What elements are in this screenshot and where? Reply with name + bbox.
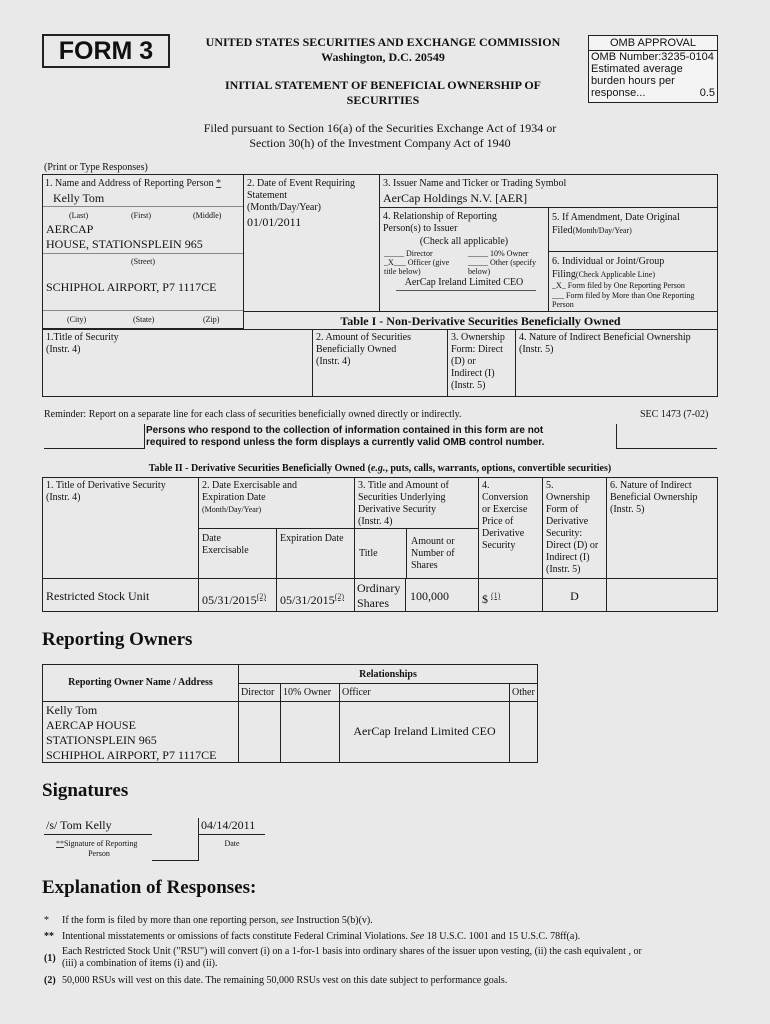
table2-c4b: Conversion [482,492,529,503]
table2-row-form-text: D [570,589,579,603]
signature-note-link[interactable]: ** [56,839,64,848]
table2-row-nature [606,578,718,612]
box1-first: (First) [131,211,151,220]
form-label: FORM 3 [58,37,154,65]
box4-title-value: AerCap Ireland Limited CEO [404,277,524,288]
table2-col2 [198,477,355,579]
explanation-n2-mark: ** [44,931,54,942]
table2-c6c: (Instr. 5) [610,504,645,515]
box4-director: Director [406,249,433,258]
table2-row-und-title [354,578,406,612]
box4-label1: 4. Relationship of Reporting [383,211,497,222]
agency-location: Washington, D.C. 20549 [321,50,445,64]
table2-row-title [42,578,199,612]
box1-last: (Last) [69,211,89,220]
table1-col3c: (D) or [451,356,476,367]
table2-row-date-ex [198,578,277,612]
explanation-n3-l2: (iii) a combination of items (i) and (ii). [62,958,218,969]
table1-col4a: 4. Nature of Indirect Beneficial Ownership [519,332,691,343]
box1-middle: (Middle) [193,211,222,220]
table1-col1-instr: (Instr. 4) [46,344,81,355]
owners-officer-value: AerCap Ireland Limited CEO [353,724,496,738]
box5-label1: 5. If Amendment, Date Original [552,212,680,223]
explanation-note-1 [62,946,722,970]
box1-zip: (Zip) [203,315,220,324]
table2-col3-vdivider [406,528,407,578]
table1-col2a: 2. Amount of Securities [316,332,411,343]
explanation-n2-see: See [410,931,425,942]
table2-row-amount-text: 100,000 [410,589,449,603]
box2-label3: (Month/Day/Year) [247,202,321,213]
box1-name-underline [43,206,243,207]
explanation-n4: 50,000 RSUs will vest on this date. The remaining 50,000 RSUs vest on this date subject to performance goals. [62,975,508,986]
footnote-1-link[interactable]: (1) [491,591,501,600]
table2-c2d: Date [202,533,221,544]
box4-title-underline [396,290,536,291]
box2-value: 01/01/2011 [247,215,302,229]
table2-row-exp [276,578,355,612]
owners-line3: STATIONSPLEIN 965 [46,733,157,747]
signature-date: 04/14/2011 [201,818,256,832]
table2-c3c: Derivative Security [358,504,437,515]
box6-label3: (Check Applicable Line) [575,270,655,279]
table2-title: Table II - Derivative Securities Beneficially Owned (e.g., puts, calls, warrants, options, convertible securities) [148,463,612,474]
table2-c5e: Security: [546,528,583,539]
box1-addr2: HOUSE, STATIONSPLEIN 965 [46,237,203,251]
box1-addr-underline [43,253,243,254]
table2-c3g: Number of [411,548,455,559]
table2-c1a: 1. Title of Derivative Security [46,480,166,491]
box1-city: (City) [67,315,87,324]
explanation-n2-a: Intentional misstatements or omissions of facts constitute Federal Criminal Violations. [62,931,408,942]
table2-row-amount [405,578,479,612]
owners-ten-owner: 10% Owner [283,687,332,698]
box1-name: Kelly Tom [53,191,105,205]
signature-label2: Person [88,849,110,858]
owners-ten-owner-header [280,683,340,702]
box6-label2: Filing [552,269,576,280]
table2-row-exp-text: 05/31/2015 [280,593,335,607]
sec-number: SEC 1473 (7-02) [640,409,709,420]
owners-relationships: Relationships [359,669,417,680]
omb-number: 3235-0104 [661,51,714,63]
box1-label: 1. Name and Address of Reporting Person [45,178,214,189]
table2-row-date-ex-text: 05/31/2015 [202,593,257,607]
form-label-box [42,34,170,68]
explanation-n4-mark: (2) [44,975,56,986]
owners-other-header [509,683,538,702]
owners-line1: Kelly Tom [46,703,98,717]
box4-relationship: 4. Relationship of Reporting Person(s) to Issuer (Check all applicable) _____ Director _____ 10% Owner _X___ Officer (give title below) _____ Other (specify below) AerCap Ireland Limited CEO [379,207,549,312]
box4-other: Other (specify [490,258,536,267]
box1-addr1: AERCAP [46,222,94,236]
box4-officer: Officer (give [407,258,450,267]
filed-pursuant-line2: Section 30(h) of the Investment Company Act of 1940 [249,136,511,150]
omb-est-line1: Estimated average [591,63,683,75]
owners-name-header [42,664,239,702]
table2-c2f: Expiration Date [280,533,344,544]
table2-c6b: Beneficial Ownership [610,492,698,503]
box5-amendment [548,207,718,252]
signature-label1: Signature of Reporting [64,839,138,848]
owners-officer: Officer [342,687,371,698]
box6-filing [548,251,718,312]
box2-event-date [243,174,380,312]
box1-city-underline [43,310,243,311]
box5-label3: (Month/Day/Year) [572,226,632,235]
omb-est-value: 0.5 [699,87,715,99]
table2-c3b: Securities Underlying [358,492,446,503]
box4-label2: Person(s) to Issuer [383,223,458,234]
explanation-note-star [44,915,724,926]
box2-label2: Statement [247,190,287,201]
reporting-owners-heading: Reporting Owners [42,629,193,650]
owners-row-name [42,701,239,763]
reminder-text: Reminder: Report on a separate line for each class of securities beneficially owned directly or indirectly. [44,409,462,420]
box4-label3: (Check all applicable) [419,236,509,247]
footnote-2-link-b[interactable]: (2) [334,592,344,601]
omb-number-label: OMB Number: [591,51,662,63]
reminder-right-rule [616,424,717,449]
footnote-2-link-a[interactable]: (2) [256,592,266,601]
filed-pursuant-line1: Filed pursuant to Section 16(a) of the Securities Exchange Act of 1934 or [203,121,557,135]
signature-date-line [199,834,265,835]
table2-c2b: Expiration Date [202,492,266,503]
table2-c4a: 4. [482,480,490,491]
print-or-type: (Print or Type Responses) [44,162,148,173]
box4-officer-mark: _X_ [384,258,398,267]
table2-row-form [542,578,607,612]
agency-name: UNITED STATES SECURITIES AND EXCHANGE COMMISSION [205,35,561,49]
box1-city-line: SCHIPHOL AIRPORT, P7 1117CE [46,280,217,294]
signature-value: /s/ Tom Kelly [46,818,112,832]
table2-row-und-title2: Shares [357,596,389,610]
table1-col3a: 3. Ownership [451,332,505,343]
box1-state: (State) [133,315,155,324]
owners-row-other [509,701,538,763]
owners-other: Other [512,687,535,698]
owners-relationships-header [238,664,538,684]
reminder-bold-line2: required to respond unless the form displays a currently valid OMB control number. [146,437,545,448]
table2-c5a: 5. [546,480,554,491]
table1-title-box [243,311,718,330]
table2-row-price-text: $ [482,592,488,606]
table2-col5 [542,477,607,579]
omb-est-line3: response... [591,87,646,99]
explanation-note-doublestar [44,931,724,942]
table2-c6a: 6. Nature of Indirect [610,480,692,491]
table2-c4c: or Exercise [482,504,528,515]
box3-issuer [379,174,718,208]
owners-officer-header [339,683,510,702]
explanation-n3-mark: (1) [44,953,56,964]
box6-more-person2: Person [552,300,574,309]
table2-col1 [42,477,199,579]
explanation-n1-mark: * [44,915,49,926]
table2-c2c: (Month/Day/Year) [202,505,262,514]
table2-c5f: Direct (D) or [546,540,599,551]
box6-more-person1: ___ Form filed by More than One Reporting [552,291,695,300]
box3-value: AerCap Holdings N.V. [AER] [383,191,528,205]
omb-est-line2: burden hours per [591,75,675,87]
table2-col4 [478,477,543,579]
box4-officer2: title below) [384,267,421,276]
table1-col3 [447,329,516,397]
box1-street: (Street) [131,257,155,266]
signature-date-box [152,818,199,861]
table2-c2a: 2. Date Exercisable and [202,480,297,491]
table2-c3f: Amount or [411,536,455,547]
box4-other2: below) [468,267,491,276]
owners-director-header [238,683,281,702]
table1-title: Table I - Non-Derivative Securities Beneficially Owned [340,314,621,328]
box4-ten-owner: 10% Owner [490,249,529,258]
table2-c5b: Ownership [546,492,590,503]
table2-col6 [606,477,718,579]
box1-star-link[interactable]: * [216,178,222,189]
table2-c3a: 3. Title and Amount of [358,480,449,491]
table1-col2c: (Instr. 4) [316,356,351,367]
owners-director: Director [241,687,275,698]
box3-label: 3. Issuer Name and Ticker or Trading Symbol [383,178,567,189]
omb-approval-box [588,35,718,103]
owners-line4: SCHIPHOL AIRPORT, P7 1117CE [46,748,217,762]
signatures-heading: Signatures [42,780,129,801]
box6-one-person: _X_ Form filed by One Reporting Person [552,281,685,290]
table2-c4e: Derivative [482,528,525,539]
table1-col2b: Beneficially Owned [316,344,397,355]
form-title-line1: INITIAL STATEMENT OF BENEFICIAL OWNERSHIP OF [225,78,541,92]
explanation-n1-a: If the form is filed by more than one reporting person, [62,915,279,926]
table2-c5h: (Instr. 5) [546,564,581,575]
owners-row-ten-owner [280,701,340,763]
table1-col3b: Form: Direct [451,344,503,355]
table2-c5g: Indirect (I) [546,552,590,563]
table2-row-title-text: Restricted Stock Unit [46,589,150,603]
reminder-bold-line1: Persons who respond to the collection of information contained in this form are not [146,425,544,436]
omb-title: OMB APPROVAL [589,36,717,51]
owners-line2: AERCAP HOUSE [46,718,136,732]
table1-col1 [42,329,313,397]
table1-col4b: (Instr. 5) [519,344,554,355]
table2-c3d: (Instr. 4) [358,516,393,527]
owners-row-director [238,701,281,763]
table2-c5d: Derivative [546,516,589,527]
table1-col3d: Indirect (I) [451,368,495,379]
table2-c3e: Title [359,548,378,559]
table2-c4d: Price of [482,516,514,527]
table2-c4f: Security [482,540,516,551]
box1-reporting-person [42,174,244,329]
box5-label2: Filed [552,225,573,236]
table2-col3-divider [355,528,478,529]
table1-col1-label: 1.Title of Security [46,332,119,343]
table2-c5c: Form of [546,504,579,515]
box6-label1: 6. Individual or Joint/Group [552,256,665,267]
reminder-left-rule [44,424,145,449]
table2-c1b: (Instr. 4) [46,492,81,503]
table2-c2e: Exercisable [202,545,249,556]
table2-col3 [354,477,479,579]
table2-col2-vdivider [276,528,277,578]
explanation-n1-see: see [280,915,294,926]
table1-col4 [515,329,718,397]
explanation-note-2 [44,975,724,986]
owners-col-name: Reporting Owner Name / Address [68,677,213,688]
table2-row-price [478,578,543,612]
explanation-heading: Explanation of Responses: [42,877,257,898]
owners-row-officer [339,701,510,763]
table2-c3h: Shares [411,560,438,571]
table2-row-und-title1: Ordinary [357,581,401,595]
form-title-line2: SECURITIES [346,93,420,107]
table1-col2 [312,329,448,397]
explanation-n1-b: Instruction 5(b)(v). [296,915,373,926]
box2-label1: 2. Date of Event Requiring [247,178,356,189]
explanation-n2-b: 18 U.S.C. 1001 and 15 U.S.C. 78ff(a). [426,931,581,942]
table1-col3e: (Instr. 5) [451,380,486,391]
signature-date-label: Date [224,839,240,848]
signature-line [44,834,152,835]
explanation-n3-l1: Each Restricted Stock Unit ("RSU") will convert (i) on a 1-for-1 basis into ordinary shares of the issuer upon vesting, (ii) the cash equivalent , or [62,946,642,957]
